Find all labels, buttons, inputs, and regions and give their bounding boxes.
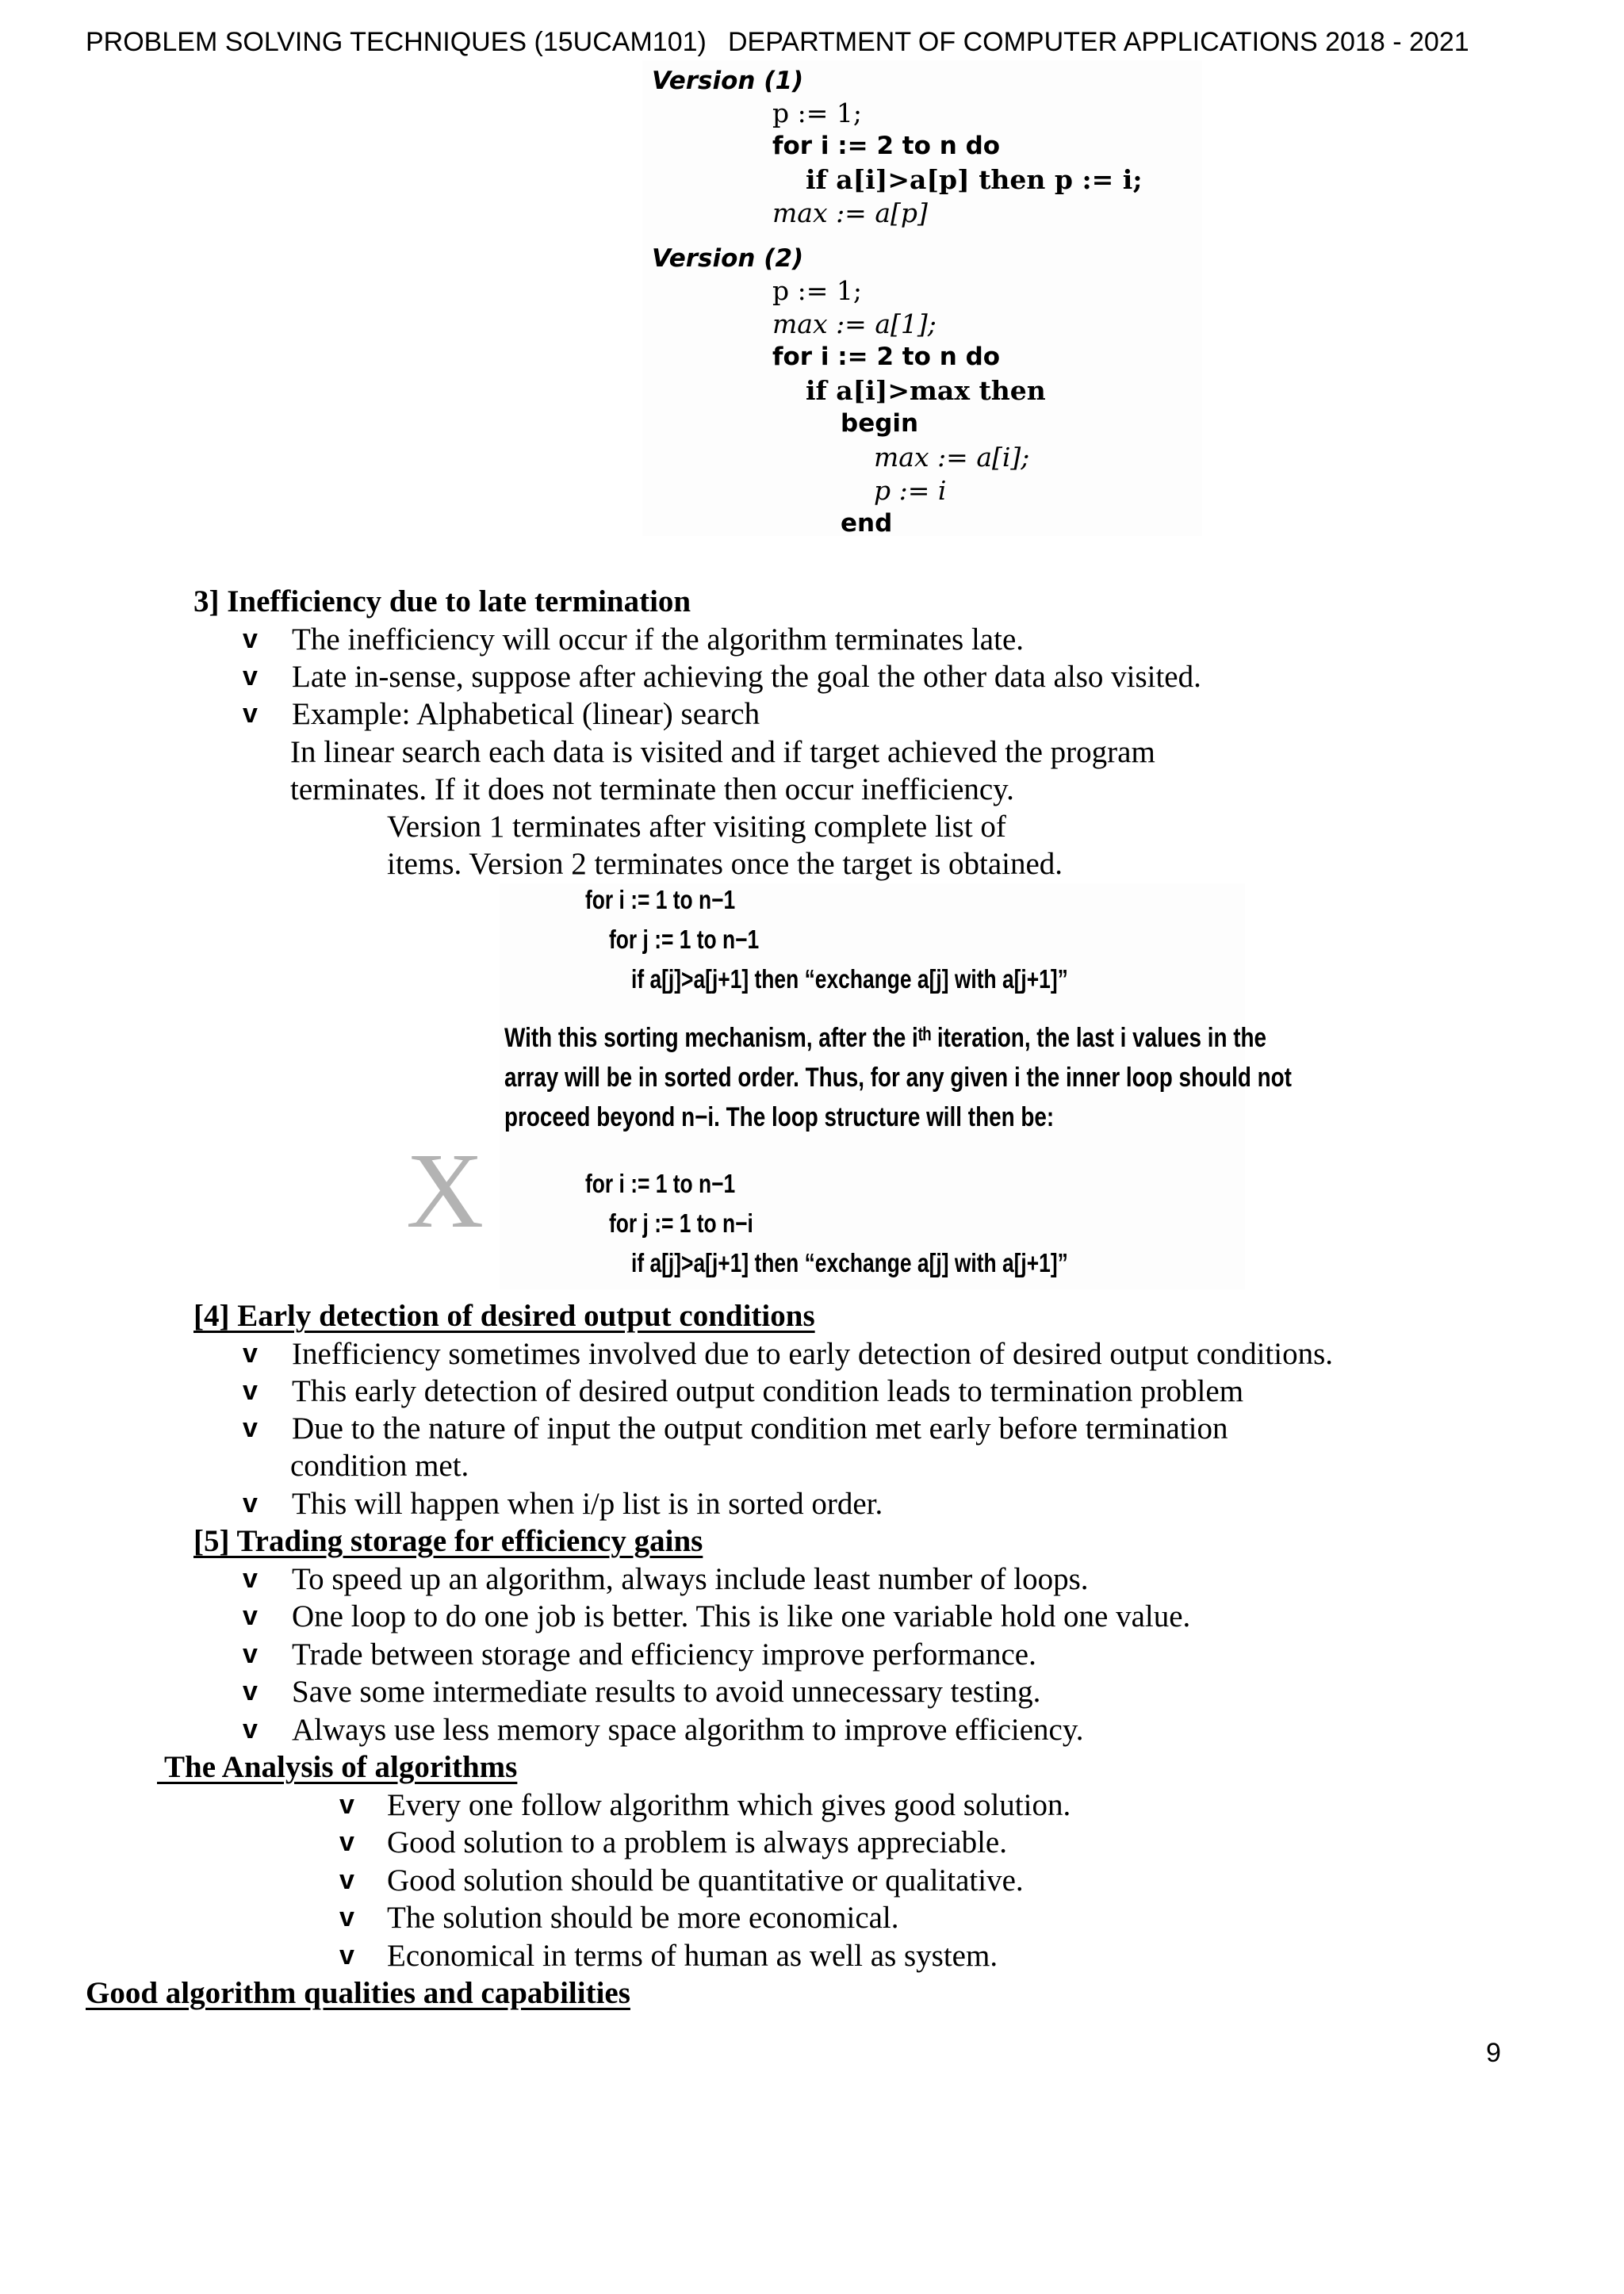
- section4-bullet: Inefficiency sometimes involved due to early detection of desired output conditions.: [292, 1337, 1334, 1371]
- analysis-bullet: Every one follow algorithm which gives good solution.: [387, 1788, 1071, 1822]
- section3-paragraph-line: terminates. If it does not terminate then occur inefficiency.: [290, 772, 1014, 806]
- section5-bullet: Trade between storage and efficiency improve performance.: [292, 1637, 1036, 1672]
- section4-bullet: This will happen when i/p list is in sorted order.: [292, 1487, 883, 1521]
- analysis-bullet: Good solution to a problem is always appreciable.: [387, 1825, 1007, 1859]
- code-line: p := 1;: [772, 275, 862, 306]
- code-paragraph-line: proceed beyond n−i. The loop structure will then be:: [504, 1102, 1055, 1132]
- version1-label: Version (1): [652, 67, 804, 95]
- section3-paragraph-line: In linear search each data is visited and if target achieved the program: [290, 735, 1155, 769]
- section4-bullet: Due to the nature of input the output condition met early before termination: [292, 1411, 1228, 1446]
- code-paragraph-line: With this sorting mechanism, after the iᵗʰ iteration, the last i values in the: [504, 1023, 1267, 1053]
- analysis-bullet: Good solution should be quantitative or qualitative.: [387, 1863, 1024, 1898]
- version2-label: Version (2): [652, 244, 804, 273]
- bullet-check-icon: v: [339, 1940, 354, 1970]
- code-line: if a[i]>a[p] then p := i;: [806, 164, 1143, 195]
- bullet-check-icon: v: [243, 1601, 258, 1631]
- bullet-check-icon: v: [243, 1488, 258, 1518]
- code-line: for i := 1 to n−1: [585, 1169, 736, 1198]
- bullet-check-icon: v: [243, 624, 258, 654]
- code-line: begin: [841, 409, 919, 438]
- code-line: for i := 1 to n−1: [585, 885, 736, 914]
- bullet-check-icon: v: [243, 1338, 258, 1369]
- section3-heading: 3] Inefficiency due to late termination: [193, 584, 691, 618]
- code-line: for i := 2 to n do: [772, 132, 1001, 160]
- section4-bullet-continuation: condition met.: [290, 1449, 469, 1483]
- cross-mark: X: [406, 1132, 485, 1250]
- code-line: for i := 2 to n do: [772, 343, 1001, 371]
- code-line: max := a[i];: [874, 442, 1030, 473]
- bullet-check-icon: v: [243, 1639, 258, 1669]
- code-line: max := a[p]: [772, 197, 928, 228]
- bullet-check-icon: v: [243, 1564, 258, 1594]
- section5-bullet: Save some intermediate results to avoid unnecessary testing.: [292, 1675, 1041, 1709]
- bullet-check-icon: v: [243, 1376, 258, 1406]
- section5-bullet: To speed up an algorithm, always include least number of loops.: [292, 1562, 1089, 1596]
- code-line: p := i: [874, 475, 947, 506]
- code-line: p := 1;: [772, 98, 862, 128]
- code-paragraph-line: array will be in sorted order. Thus, for any given i the inner loop should not: [504, 1063, 1292, 1093]
- code-line: end: [841, 509, 893, 538]
- page-number: 9: [1486, 2038, 1501, 2068]
- header-department: DEPARTMENT OF COMPUTER APPLICATIONS 2018 - 2021: [728, 27, 1469, 57]
- code-line: for j := 1 to n−1: [609, 925, 760, 954]
- section4-bullet: This early detection of desired output condition leads to termination problem: [292, 1374, 1244, 1408]
- analysis-heading: The Analysis of algorithms: [157, 1750, 518, 1784]
- section3-versions-line: Version 1 terminates after visiting complete list of: [387, 810, 1006, 844]
- bullet-check-icon: v: [339, 1790, 354, 1820]
- bullet-check-icon: v: [339, 1865, 354, 1895]
- section3-bullet: Example: Alphabetical (linear) search: [292, 697, 760, 731]
- bullet-check-icon: v: [243, 1676, 258, 1706]
- code-line: max := a[1];: [772, 308, 936, 339]
- section3-versions-line: items. Version 2 terminates once the target is obtained.: [387, 847, 1063, 881]
- code-image-max-search: [642, 60, 1202, 536]
- bullet-check-icon: v: [339, 1827, 354, 1857]
- code-line: for j := 1 to n−i: [609, 1208, 753, 1238]
- analysis-bullet: Economical in terms of human as well as system.: [387, 1939, 998, 1973]
- bullet-check-icon: v: [243, 699, 258, 729]
- bullet-check-icon: v: [243, 1413, 258, 1443]
- header-course-title: PROBLEM SOLVING TECHNIQUES (15UCAM101): [86, 27, 707, 57]
- section5-bullet: Always use less memory space algorithm to improve efficiency.: [292, 1713, 1084, 1747]
- code-line: if a[i]>max then: [806, 375, 1046, 406]
- qualities-heading: Good algorithm qualities and capabilities: [86, 1976, 630, 2010]
- bullet-check-icon: v: [243, 661, 258, 691]
- bullet-check-icon: v: [243, 1714, 258, 1744]
- code-line: if a[j]>a[j+1] then “exchange a[j] with a[j+1]”: [631, 964, 1068, 994]
- section3-bullet: Late in-sense, suppose after achieving the goal the other data also visited.: [292, 660, 1201, 694]
- section3-bullet: The inefficiency will occur if the algorithm terminates late.: [292, 622, 1025, 657]
- analysis-bullet: The solution should be more economical.: [387, 1901, 899, 1935]
- section5-bullet: One loop to do one job is better. This is like one variable hold one value.: [292, 1599, 1191, 1633]
- section4-heading: [4] Early detection of desired output conditions: [193, 1299, 815, 1333]
- code-image-sorting: [500, 883, 1292, 1289]
- section5-heading: [5] Trading storage for efficiency gains: [193, 1524, 703, 1558]
- bullet-check-icon: v: [339, 1902, 354, 1932]
- code-line: if a[j]>a[j+1] then “exchange a[j] with a[j+1]”: [631, 1248, 1068, 1277]
